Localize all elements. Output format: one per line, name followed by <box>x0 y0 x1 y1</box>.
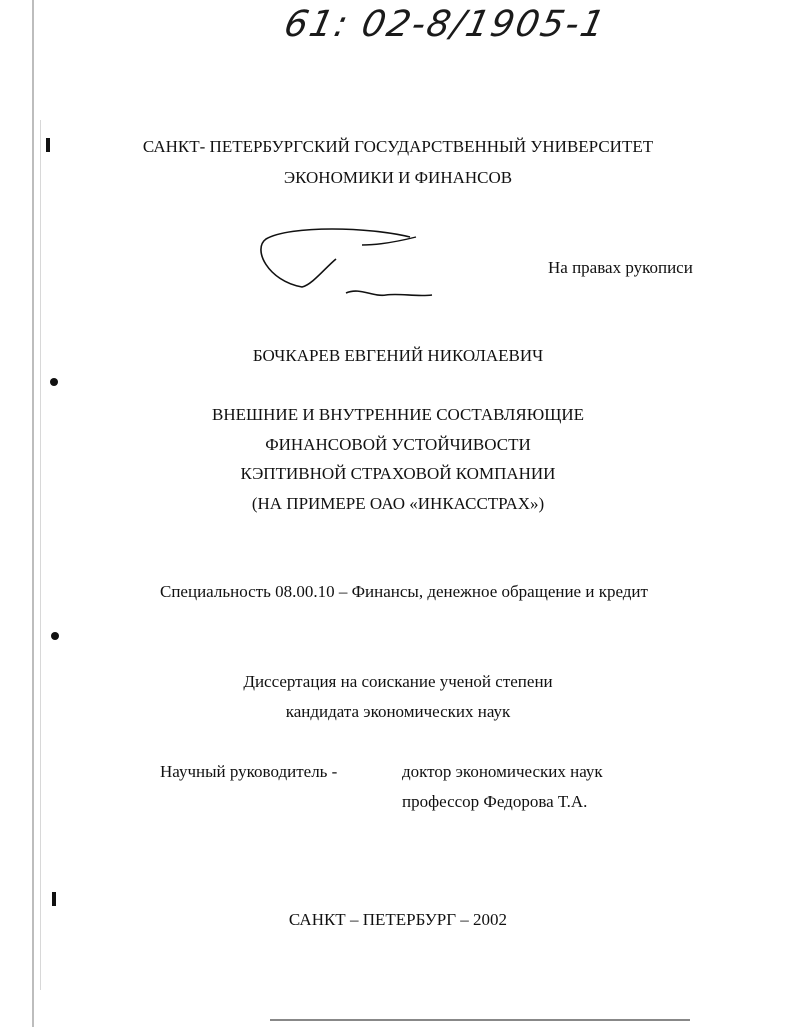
specialty: Специальность 08.00.10 – Финансы, денежное обращение и кредит <box>160 582 648 601</box>
signature <box>250 225 450 305</box>
scan-mark <box>51 632 59 640</box>
scan-edge-line-inner <box>40 120 41 990</box>
author-name: БОЧКАРЕВ ЕВГЕНИЙ НИКОЛАЕВИЧ <box>252 346 544 365</box>
title-line-3: КЭПТИВНОЙ СТРАХОВОЙ КОМПАНИИ <box>240 464 556 483</box>
supervisor-name: профессор Федорова Т.А. <box>402 792 588 811</box>
scan-mark <box>50 378 58 386</box>
scan-bottom-edge <box>270 1019 690 1021</box>
city-year: САНКТ – ПЕТЕРБУРГ – 2002 <box>288 910 508 929</box>
archive-code: 61: 02-8/1905-1 <box>280 4 611 45</box>
supervisor-label: Научный руководитель - <box>160 762 338 781</box>
supervisor-degree: доктор экономических наук <box>402 762 603 781</box>
dissertation-line-1: Диссертация на соискание ученой степени <box>243 672 553 691</box>
title-line-4: (НА ПРИМЕРЕ ОАО «ИНКАССТРАХ») <box>251 494 545 513</box>
title-line-1: ВНЕШНИЕ И ВНУТРЕННИЕ СОСТАВЛЯЮЩИЕ <box>211 405 585 424</box>
dissertation-line-2: кандидата экономических наук <box>285 702 511 721</box>
rights-note: На правах рукописи <box>548 258 693 277</box>
university-line-2: ЭКОНОМИКИ И ФИНАНСОВ <box>283 168 513 187</box>
university-line-1: САНКТ- ПЕТЕРБУРГСКИЙ ГОСУДАРСТВЕННЫЙ УНИВЕРСИТЕТ <box>142 137 654 156</box>
scan-mark <box>52 892 56 906</box>
title-line-2: ФИНАНСОВОЙ УСТОЙЧИВОСТИ <box>265 435 531 454</box>
